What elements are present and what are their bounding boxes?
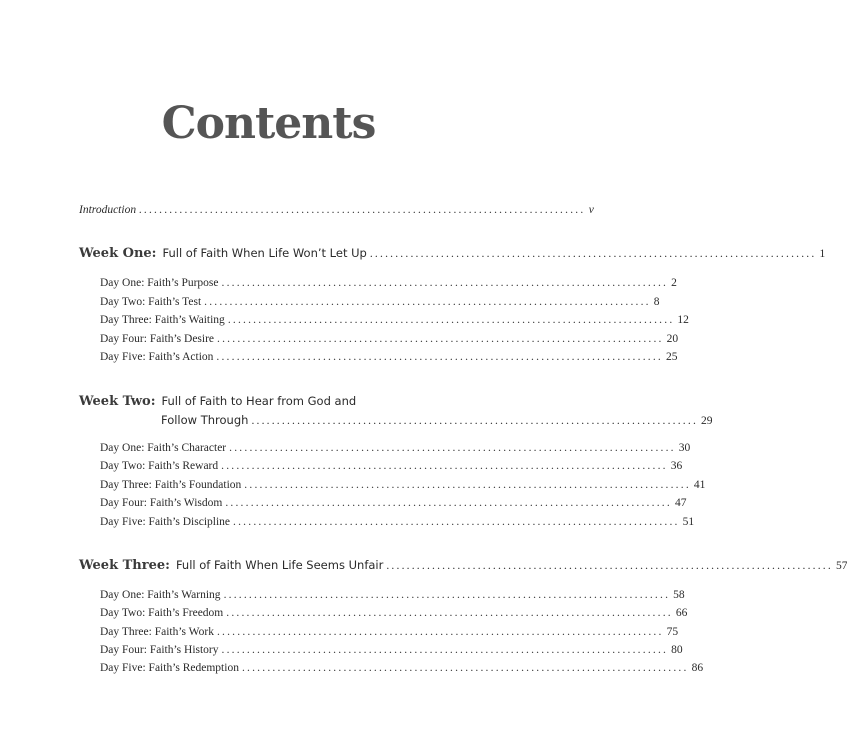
leader-dots: ........................................................................................ (216, 626, 664, 638)
toc-page-number: 2 (671, 277, 677, 289)
toc-entry-label: Day Four: Faith’s History (100, 644, 219, 656)
week-title: Full of Faith When Life Won’t Let Up (162, 246, 367, 260)
leader-dots: ........................................................................................ (241, 662, 689, 674)
leader-dots: ........................................................................................ (244, 479, 691, 491)
toc-entry[interactable] (100, 460, 683, 472)
leader-dots: ........................................................................................ (233, 516, 680, 528)
week-title: Full of Faith to Hear from God and (161, 394, 357, 408)
toc-entry[interactable] (100, 626, 679, 638)
leader-dots: ........................................................................................ (216, 351, 664, 363)
toc-page-number: 30 (678, 442, 691, 454)
toc-entry[interactable] (100, 607, 688, 619)
toc-page-number: 25 (666, 351, 678, 363)
toc-entry-label: Day Five: Faith’s Discipline (100, 516, 231, 528)
leader-dots: ........................................................................................ (217, 333, 664, 345)
toc-entry[interactable] (100, 516, 695, 528)
toc-page-number: 80 (671, 644, 683, 656)
leader-dots: ........................................................................................ (229, 442, 676, 454)
toc-entry-label: Day One: Faith’s Warning (100, 589, 221, 601)
leader-dots: ........................................................................................ (386, 560, 833, 572)
toc-entry[interactable] (100, 442, 691, 454)
toc-entry-label: Introduction (79, 204, 137, 216)
toc-page-number: 47 (674, 497, 687, 509)
week-label: Week One: (79, 246, 157, 261)
toc-page-number: 57 (835, 560, 847, 572)
toc-page-number: 29 (701, 415, 713, 427)
week-label: Week Three: (79, 558, 170, 573)
leader-dots: ........................................................................................ (226, 607, 673, 619)
toc-entry-label: Day Five: Faith’s Redemption (100, 662, 239, 674)
toc-entry[interactable] (100, 662, 704, 674)
toc-page-number: 41 (693, 479, 706, 491)
week-label: Week Two: (79, 394, 156, 409)
leader-dots: ........................................................................................ (227, 314, 675, 326)
toc-week-three-heading[interactable] (79, 558, 847, 573)
toc-page-number: 66 (675, 607, 688, 619)
toc-entry[interactable] (100, 589, 685, 601)
toc-entry[interactable] (100, 644, 683, 656)
toc-entry[interactable] (100, 277, 677, 289)
toc-entry[interactable] (100, 296, 660, 308)
toc-entry[interactable] (100, 333, 679, 345)
toc-entry-label: Day Two: Faith’s Freedom (100, 607, 224, 619)
toc-page-number: 12 (677, 314, 689, 326)
toc-week-two-heading[interactable] (79, 394, 443, 409)
toc-page-number: 58 (673, 589, 685, 601)
toc-page-number: 20 (666, 333, 679, 345)
toc-entry-label: Day Three: Faith’s Foundation (100, 479, 242, 491)
toc-page-number: 36 (670, 460, 683, 472)
toc-page-number: 1 (819, 248, 826, 260)
week-title: Full of Faith When Life Seems Unfair (175, 558, 384, 572)
toc-page-number: v (588, 204, 594, 216)
leader-dots: ........................................................................................ (139, 204, 586, 216)
toc-entry[interactable] (100, 479, 706, 491)
toc-entry-label: Day Two: Faith’s Reward (100, 460, 219, 472)
toc-entry-label: Day Four: Faith’s Desire (100, 333, 215, 345)
toc-entry-label: Day Five: Faith’s Action (100, 351, 214, 363)
week-title-line-2: Follow Through (161, 413, 249, 427)
toc-entry[interactable] (100, 351, 678, 363)
toc-entry-label: Day One: Faith’s Character (100, 442, 227, 454)
toc-entry-label: Day Three: Faith’s Waiting (100, 314, 225, 326)
toc-page-number: 86 (691, 662, 704, 674)
toc-entry[interactable] (100, 314, 689, 326)
toc-entry-label: Day Four: Faith’s Wisdom (100, 497, 223, 509)
page-title: Contents (161, 98, 376, 149)
leader-dots: ........................................................................................ (221, 277, 669, 289)
toc-week-one-heading[interactable] (79, 246, 826, 261)
leader-dots: ........................................................................................ (223, 589, 671, 601)
leader-dots: ........................................................................................ (369, 248, 817, 260)
toc-entry-introduction[interactable] (79, 204, 594, 216)
toc-page-number: 51 (682, 516, 695, 528)
leader-dots: ........................................................................................ (225, 497, 672, 509)
leader-dots: ........................................................................................ (204, 296, 651, 308)
toc-week-two-heading-continued[interactable] (161, 413, 713, 427)
toc-entry[interactable] (100, 497, 687, 509)
toc-entry-label: Day One: Faith’s Purpose (100, 277, 219, 289)
toc-page-number: 75 (666, 626, 679, 638)
toc-entry-label: Day Three: Faith’s Work (100, 626, 214, 638)
toc-entry-label: Day Two: Faith’s Test (100, 296, 202, 308)
leader-dots: ........................................................................................ (221, 460, 668, 472)
leader-dots: ........................................................................................ (251, 415, 699, 427)
leader-dots: ........................................................................................ (221, 644, 669, 656)
toc-page-number: 8 (653, 296, 660, 308)
